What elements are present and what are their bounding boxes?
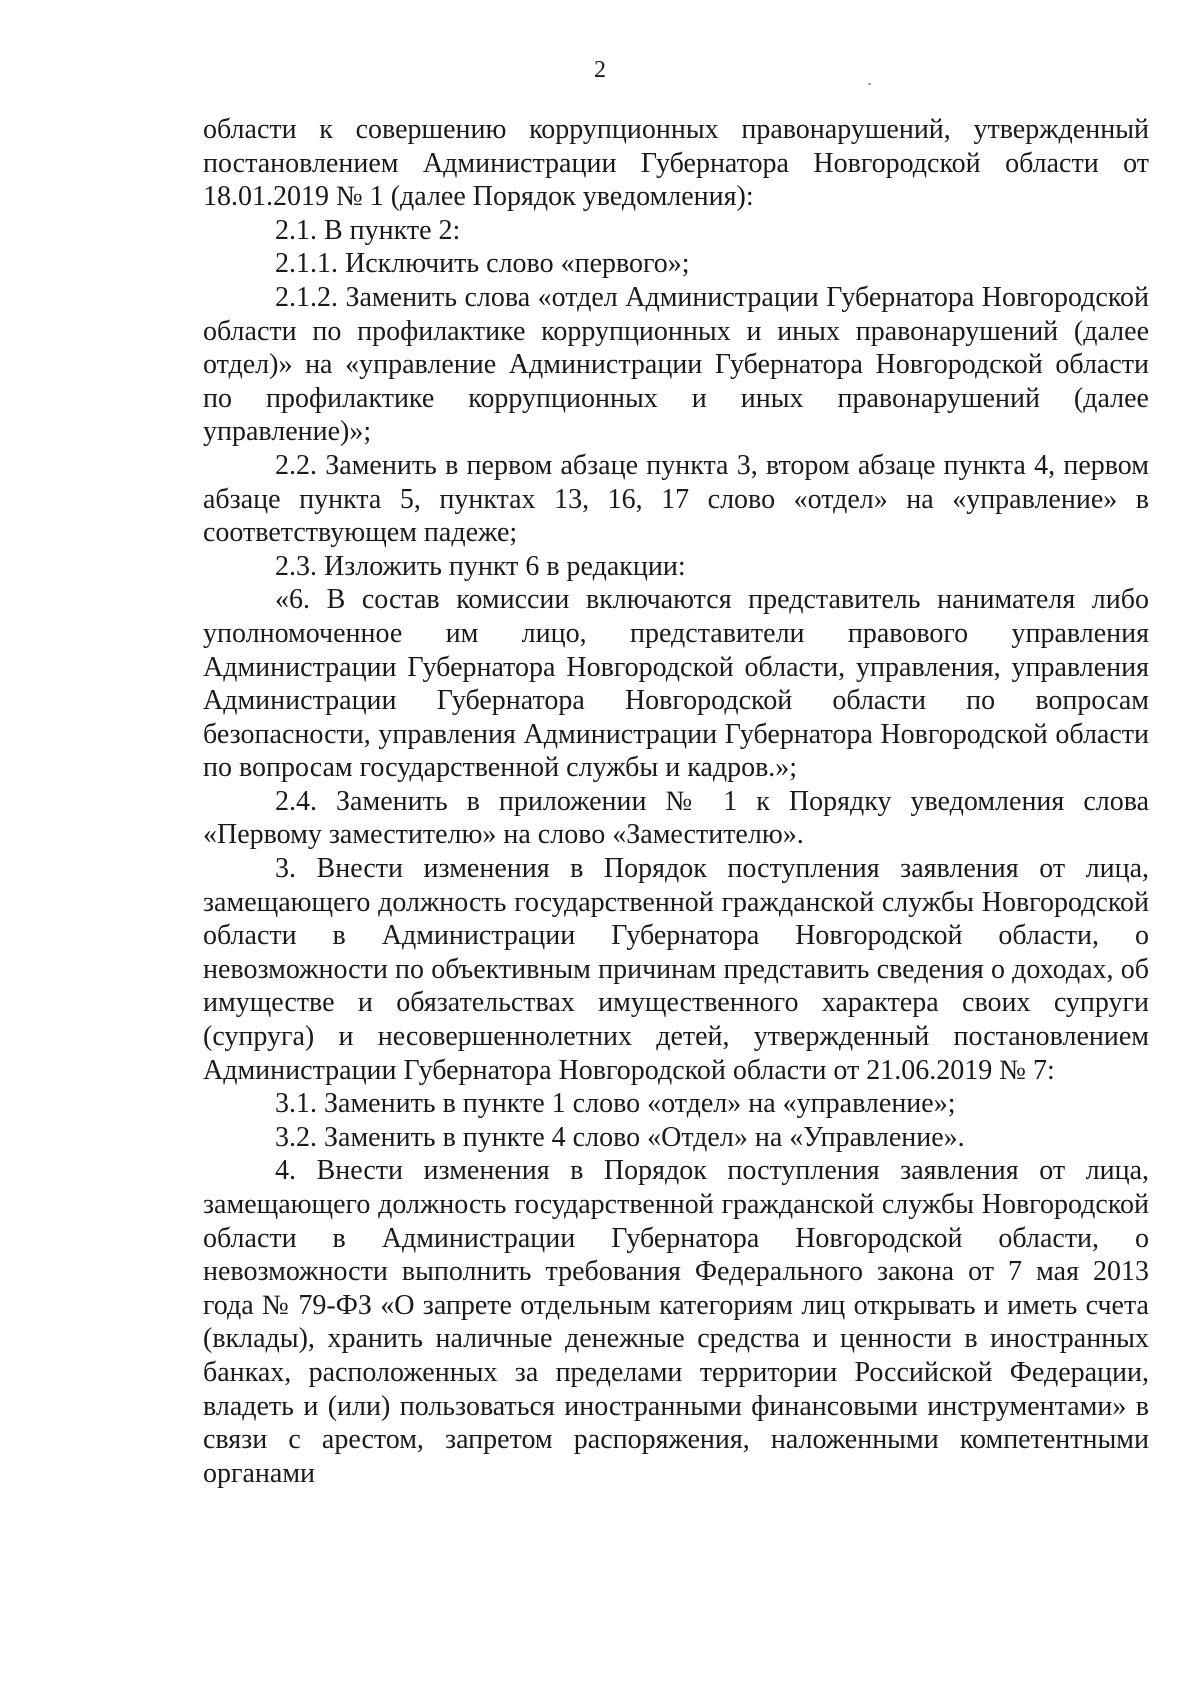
document-paragraph: 4. Внести изменения в Порядок поступления заявления от лица, замещающего должность государственной гражданской службы Новгородской области в Администрации Губернатора Новгородской области, о невозможности выполнить требования Федерального закона от 7 мая 2013 года № 79-ФЗ «О запрете отдельным категориям лиц открывать и иметь счета (вклады), хранить наличные денежные средства и ценности в иностранных банках, расположенных за пределами территории Российской Федерации, владеть и (или) пользоваться иностранными финансовыми инструментами» в связи с арестом, запретом распоряжения, наложенными компетентными органами	[203, 1155, 1149, 1489]
document-paragraph: 2.1. В пункте 2:	[275, 214, 461, 246]
scan-speck	[868, 83, 871, 85]
document-paragraph: области к совершению коррупционных правонарушений, утвержденный постановлением Администрации Губернатора Новгородской области от 18.01.2019 № 1 (далее Порядок уведомления):	[203, 114, 1149, 213]
page-number: 2	[594, 57, 606, 83]
document-paragraph: 3.2. Заменить в пункте 4 слово «Отдел» на «Управление».	[275, 1121, 965, 1153]
document-body	[203, 113, 1149, 1490]
document-paragraph: 2.3. Изложить пункт 6 в редакции:	[275, 550, 686, 582]
document-paragraph: 2.2. Заменить в первом абзаце пункта 3, втором абзаце пункта 4, первом абзаце пункта 5, пунктах 13, 16, 17 слово «отдел» на «управление» в соответствующем падеже;	[203, 449, 1149, 549]
document-paragraph: 2.1.2. Заменить слова «отдел Администрации Губернатора Новгородской области по профилактике коррупционных и иных правонарушений (далее отдел)» на «управление Администрации Губернатора Новгородской области по профилактике коррупционных и иных правонарушений (далее управление)»;	[203, 281, 1149, 448]
document-paragraph: 2.4. Заменить в приложении № 1 к Порядку уведомления слова «Первому заместителю» на слово «Заместителю».	[203, 785, 1149, 851]
document-paragraph: «6. В состав комиссии включаются представитель нанимателя либо уполномоченное им лицо, представители правового управления Администрации Губернатора Новгородской области, управления, управления Администрации Губернатора Новгородской области по вопросам безопасности, управления Администрации Губернатора Новгородской области по вопросам государственной службы и кадров.»;	[203, 584, 1149, 784]
document-paragraph: 3.1. Заменить в пункте 1 слово «отдел» на «управление»;	[275, 1088, 956, 1120]
document-paragraph: 3. Внести изменения в Порядок поступления заявления от лица, замещающего должность государственной гражданской службы Новгородской области в Администрации Губернатора Новгородской области, о невозможности по объективным причинам представить сведения о доходах, об имуществе и обязательствах имущественного характера своих супруги (супруга) и несовершеннолетних детей, утвержденный постановлением Администрации Губернатора Новгородской области от 21.06.2019 № 7:	[203, 853, 1149, 1086]
document-paragraph: 2.1.1. Исключить слово «первого»;	[275, 248, 690, 280]
